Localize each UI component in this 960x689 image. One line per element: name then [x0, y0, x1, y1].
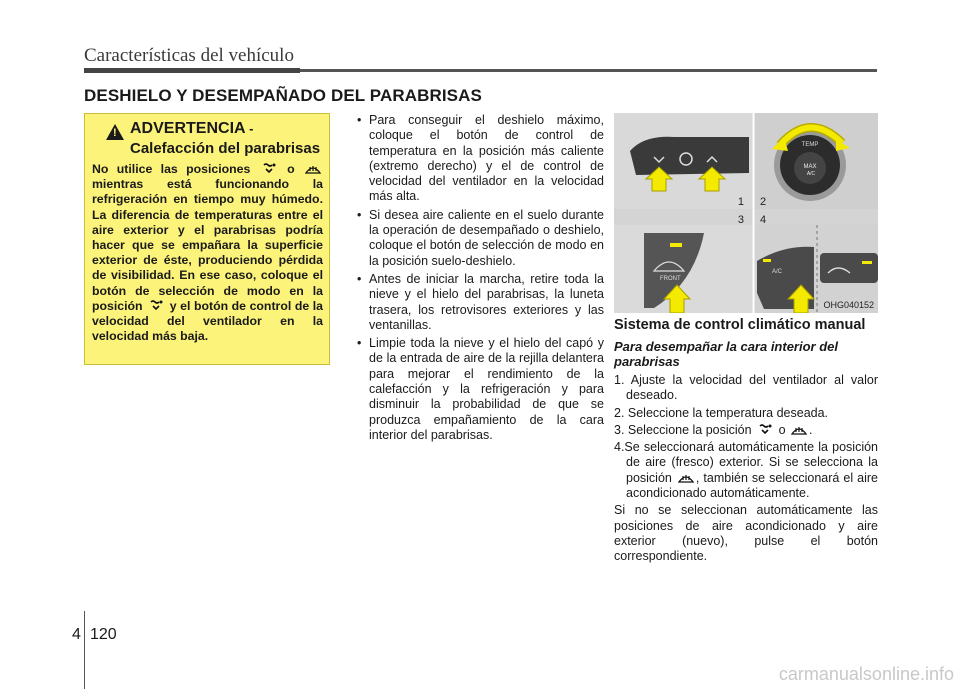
figure-code: OHG040152: [823, 300, 874, 310]
figure-label-2: 2: [760, 196, 767, 208]
step-3: 3. Seleccione la posición o .: [614, 422, 813, 437]
warning-header: [106, 120, 323, 140]
page-number: 120: [90, 626, 117, 643]
step-1: 1. Ajuste la velocidad del ventilador al valor deseado.: [614, 373, 878, 403]
warning-body: No utilice las posiciones o mientras está funcionando la refrigeración en tiempo muy húmedo. La diferencia de temperaturas entre el aire exterior y el parabrisas podría hacer que se empañara la superficie exterior de éste, produciendo pérdida de visibilidad. En ese caso, coloque el botón de selección de modo en la posición y el botón de control de la velocidad del ventilador en la velocidad más baja.: [92, 162, 323, 344]
figure-illustration: [614, 113, 878, 313]
header-title: Características del vehículo: [84, 45, 294, 66]
ac-button-label: A/C: [772, 269, 783, 275]
step-2: 2. Seleccione la temperatura deseada.: [614, 405, 829, 420]
warning-icon: !: [106, 124, 124, 140]
bullet-list: [357, 113, 604, 443]
max-label: MAX: [803, 164, 817, 170]
footer-divider: [84, 611, 85, 689]
closing-paragraph: Si no se seleccionan automáticamente las posiciones de aire acondicionado y aire exterior (nuevo), pulse el botón correspondiente.: [614, 503, 878, 564]
defrost-icon: [305, 162, 321, 175]
front-label: FRONT: [660, 276, 681, 282]
step-4: 4.Se seleccionará automáticamente la posición de aire (fresco) exterior. Si se selecciona la posición , también se seleccionará el aire acondicionado automáticamente.: [614, 440, 878, 501]
knob-ac-label: A/C: [806, 171, 816, 177]
figure-label-3: 3: [737, 214, 744, 226]
chapter-number: 4: [72, 626, 81, 643]
defrost-icon: [791, 423, 807, 436]
list-item: • Si desea aire caliente en el suelo durante la operación de desempañado o deshielo, coloque el botón de selección de modo en la posición suelo-deshielo.: [357, 208, 604, 269]
section-title: DESHIELO Y DESEMPAÑADO DEL PARABRISAS: [84, 86, 482, 105]
temp-knob-label: TEMP: [801, 142, 819, 148]
climate-control-figure: [614, 113, 878, 313]
list-item: • Limpie toda la nieve y el hielo del capó y de la entrada de aire de la rejilla delantera para mejorar el rendimiento de la calefacción y la refrigeración y para disminuir la probabilidad de que se produzca empañamiento de la cara interior del parabrisas.: [357, 336, 604, 443]
figure-label-4: 4: [760, 214, 767, 226]
floor-defrost-icon: [261, 162, 277, 175]
instructions-column: [357, 113, 604, 446]
header-rule-accent: [84, 68, 300, 73]
section-subheading: Para desempañar la cara interior del parabrisas: [614, 339, 838, 369]
section-heading: Sistema de control climático manual: [614, 317, 866, 333]
warning-subtitle: Calefacción del parabrisas: [130, 140, 321, 157]
list-item: • Para conseguir el deshielo máximo, coloque el botón de control de temperatura en la posición más caliente (extremo derecho) y el de control de velocidad del ventilador en la velocidad más alta.: [357, 113, 604, 205]
warning-title: ADVERTENCIA -: [130, 120, 254, 137]
warning-box: [84, 113, 330, 365]
watermark: carmanualsonline.info: [778, 664, 954, 684]
defrost-icon: [678, 471, 694, 484]
figure-label-1: 1: [737, 196, 744, 208]
floor-defrost-icon: [148, 299, 164, 312]
list-item: • Antes de iniciar la marcha, retire toda la nieve y el hielo del parabrisas, la luneta trasera, los retrovisores exteriores y las ventanillas.: [357, 272, 604, 333]
floor-defrost-icon: [757, 423, 773, 436]
manual-climate-section: [614, 317, 878, 565]
